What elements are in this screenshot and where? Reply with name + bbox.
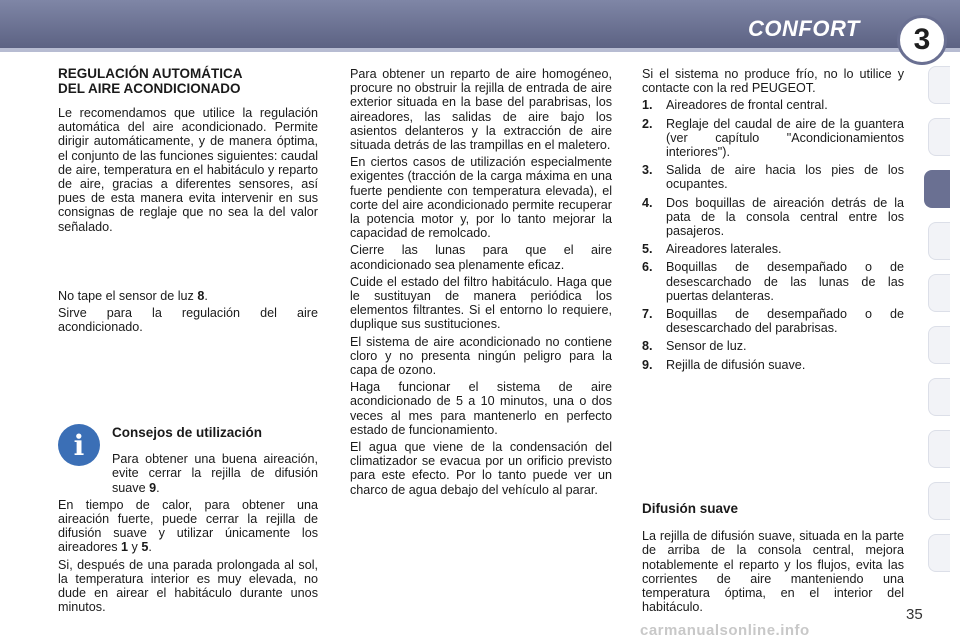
item-text: Boquillas de desempañado o de desescarchado del parabrisas. (666, 307, 904, 336)
sensor-ref: 8 (197, 288, 205, 303)
col2-paragraph: Haga funcionar el sistema de aire acondicionado de 5 a 10 minutos, una o dos veces al mes para mantenerlo en perfecto estado de funcionamiento. (350, 380, 612, 437)
intro-paragraph: Le recomendamos que utilice la regulación automática del aire acondicionado. Permite dirigir automáticamente, y de manera óptima, el conjunto de las funciones siguientes: caudal de aire, temperatura en el habitáculo y reparto de aire, gracias a diferentes sensores, así pues de esta manera evita intervenir en sus consignas de reglaje que no sea la del valor señalado. (58, 106, 318, 234)
col2-paragraph: El sistema de aire acondicionado no contiene cloro y no presenta ningún peligro para la capa de ozono. (350, 334, 612, 378)
column-2 (350, 67, 612, 500)
chapter-tab[interactable] (928, 326, 950, 364)
sensor-warning (58, 289, 318, 303)
column-3 (642, 67, 904, 376)
item-number: 9. (642, 357, 653, 372)
list-item (642, 196, 904, 239)
chapter-title: CONFORT (748, 16, 860, 41)
chapter-tab[interactable] (928, 482, 950, 520)
chapter-tab-active[interactable] (924, 170, 950, 208)
tips-p2-end: . (148, 540, 152, 555)
item-number: 1. (642, 98, 653, 113)
vent-legend-list (642, 98, 904, 371)
item-text: Aireadores laterales. (666, 242, 782, 257)
list-item (642, 260, 904, 303)
item-text: Dos boquillas de aireación detrás de la pata de la consola central entre los pasajeros. (666, 195, 904, 239)
section-title (58, 66, 318, 96)
item-number: 8. (642, 339, 653, 354)
item-number: 5. (642, 242, 653, 257)
side-chapter-tabs (928, 66, 950, 576)
diffusion-title: Difusión suave (642, 501, 739, 516)
section-title-line1: REGULACIÓN AUTOMÁTICA (58, 66, 243, 81)
soft-diffusion-section (642, 502, 904, 614)
chapter-tab[interactable] (928, 378, 950, 416)
chapter-tab[interactable] (928, 118, 950, 156)
col2-paragraph: Para obtener un reparto de aire homogéneo, procure no obstruir la rejilla de entrada de aire exterior situada en la base del parabrisas, los aireadores, las salidas de aire bajo los asientos delanteros y la extracción de aire situada detrás de las trampillas en el maletero. (350, 67, 612, 153)
item-number: 7. (642, 307, 653, 322)
list-item (642, 307, 904, 335)
item-text: Boquillas de desempañado o de desescarchado de las lunas de las puertas delanteras. (666, 260, 904, 303)
header-divider (0, 48, 960, 52)
tips-p2-ref1: 1 (121, 540, 129, 555)
info-icon: i (58, 424, 100, 466)
col2-paragraph: En ciertos casos de utilización especialmente exigentes (tracción de la carga máxima en una fuerte pendiente con temperatura elevada), el corte del aire acondicionado permite recuperar la potencia motor y, por lo tanto mejorar la capacidad de remolcado. (350, 155, 612, 241)
item-number: 2. (642, 116, 653, 131)
list-item (642, 117, 904, 160)
item-number: 4. (642, 195, 653, 210)
column-1 (58, 66, 318, 337)
list-item (642, 242, 904, 256)
list-item (642, 163, 904, 191)
section-title-line2: DEL AIRE ACONDICIONADO (58, 81, 241, 96)
item-text: Aireadores de frontal central. (666, 98, 828, 113)
item-text: Sensor de luz. (666, 339, 747, 354)
chapter-tab[interactable] (928, 430, 950, 468)
tips-paragraph-2 (58, 498, 318, 555)
diffusion-text: La rejilla de difusión suave, situada en la parte de arriba de la consola central, mejora notablemente el reparto y los flujos, evita las corrientes de aire manteniendo una temperatura óptima, en el interior del habitáculo. (642, 529, 904, 615)
col2-paragraph: Cuide el estado del filtro habitáculo. Haga que le sustituyan de manera periódica los elementos filtrantes. Si el entorno lo requiere, duplique sus sustituciones. (350, 274, 612, 332)
tips-p1-text: Para obtener una buena aireación, evite cerrar la rejilla de difusión suave (112, 452, 318, 495)
col2-paragraph: Cierre las lunas para que el aire acondicionado sea plenamente eficaz. (350, 243, 612, 272)
list-item (642, 339, 904, 353)
watermark: carmanualsonline.info (640, 622, 810, 639)
tips-paragraph-3: Si, después de una parada prolongada al sol, la temperatura interior es muy elevada, no dude en airear el habitáculo durante unos minutos. (58, 557, 318, 615)
tips-p2-text: En tiempo de calor, para obtener una aireación fuerte, puede cerrar la rejilla de difusión suave y utilizar únicamente los aireadores (58, 497, 318, 555)
item-text: Salida de aire hacia los pies de los ocupantes. (666, 163, 904, 192)
chapter-tab[interactable] (928, 66, 950, 104)
item-number: 3. (642, 163, 653, 178)
tips-paragraph-1 (112, 452, 318, 495)
sensor-description: Sirve para la regulación del aire acondicionado. (58, 306, 318, 335)
col2-paragraph: El agua que viene de la condensación del climatizador se evacua por un orificio previsto para este efecto. Por lo tanto puede ver un charco de agua debajo del vehículo al parar. (350, 440, 612, 497)
tips-p2-ref2: 5 (141, 540, 149, 555)
chapter-number-badge: 3 (897, 15, 947, 65)
sensor-text: No tape el sensor de luz (58, 288, 198, 303)
item-text: Reglaje del caudal de aire de la guantera (ver capítulo "Acondicionamientos interiores"). (666, 116, 904, 160)
tips-p1-end: . (156, 480, 160, 495)
list-item (642, 358, 904, 372)
chapter-tab[interactable] (928, 534, 950, 572)
chapter-tab[interactable] (928, 274, 950, 312)
col3-intro: Si el sistema no produce frío, no lo utilice y contacte con la red PEUGEOT. (642, 67, 904, 96)
tips-p2-mid: y (128, 540, 142, 555)
item-number: 6. (642, 260, 653, 275)
page-number: 35 (906, 606, 923, 623)
item-text: Rejilla de difusión suave. (666, 357, 806, 372)
sensor-period: . (204, 288, 208, 303)
chapter-tab[interactable] (928, 222, 950, 260)
tips-p1-ref: 9 (149, 480, 157, 495)
list-item (642, 98, 904, 112)
tips-title: Consejos de utilización (112, 425, 263, 440)
usage-tips (58, 426, 318, 617)
